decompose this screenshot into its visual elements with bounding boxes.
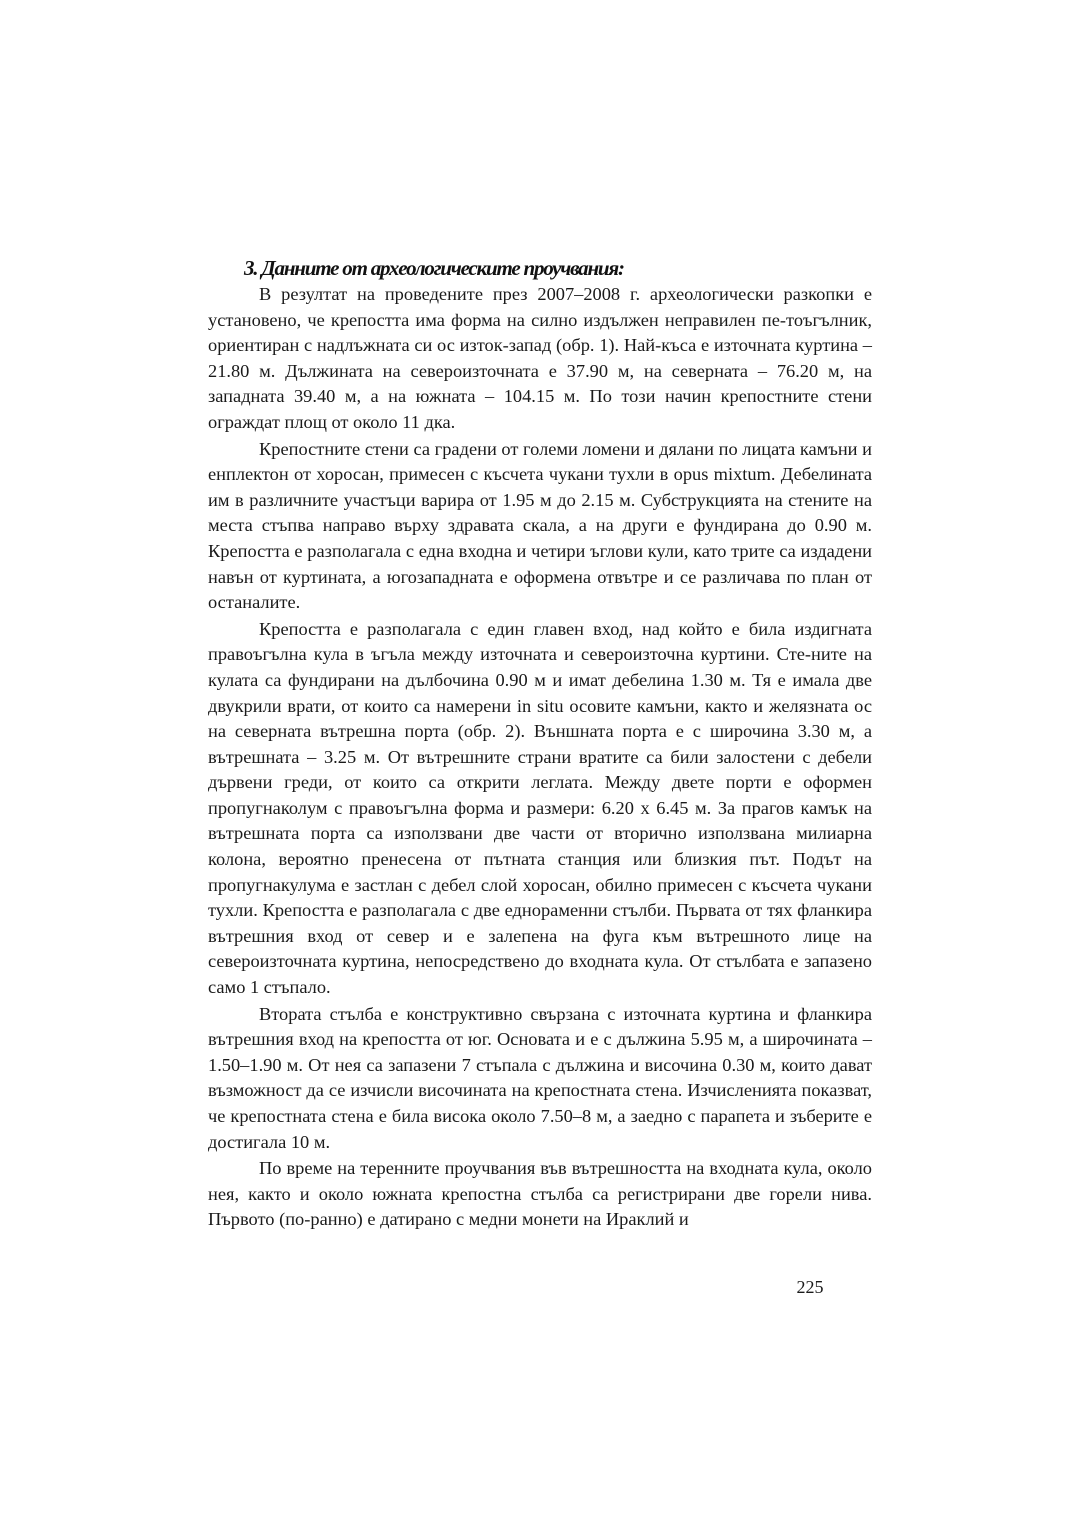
paragraph-fortress-shape: В резултат на проведените през 2007–2008 г. археологически разкопки е установено, че крепостта има форма на силно издължен неправилен пе-тоъгълник, ориентиран с надлъжната си ос изток-запад (обр. 1). Най-къса е източната куртина – 21.80 м. Дължината на североизточната е 37.90 м, на северната – 76.20 м, на западната 39.40 м, а на южната – 104.15 м. По този начин крепостните стени ограждат площ от около 11 дка. [208, 284, 872, 432]
paragraph-fortress-walls: Крепостните стени са градени от големи ломени и дялани по лицата камъни и енплектон от хоросан, примесен с късчета чукани тухли в opus mixtum. Дебелината им в различните участъци варира от 1.95 м до 2.15 м. Субструкцията на стените на места стъпва направо върху здравата скала, а на други е фундирана до 0.90 м. Крепостта е разполагала с една входна и четири ъглови кули, като трите са издадени навън от куртината, а югозападната е оформена отвътре и се различава по план от останалите. [208, 438, 872, 613]
page-number: 225 [796, 1277, 824, 1297]
paragraph-burnt-levels: По време на теренните проучвания във вътрешността на входната кула, около нея, както и около южната крепостна стълба са регистрирани две горели нива. Първото (по-ранно) е датирано с медни монети на Ираклий и [208, 1158, 872, 1230]
page-body [208, 255, 872, 1233]
paragraph-second-staircase: Втората стълба е конструктивно свързана с източната куртина и фланкира вътрешния вход на крепостта от юг. Основата и е с дължина 5.95 м, а широчината – 1.50–1.90 м. От нея са запазени 7 стъпала с дължина и височина 0.30 м, които дават възможност да се изчисли височината на крепостната стена. Изчисленията показват, че крепостната стена е била висока около 7.50–8 м, а заедно с парапета и зъберите е достигала 10 м. [208, 1003, 872, 1152]
section-heading: 3. Данните от археологическите проучвания: [244, 256, 624, 280]
paragraph-main-gate: Крепостта е разполагала с един главен вход, над който е била издигната правоъгълна кула в ъгъла между източната и североизточна куртини. Сте-ните на кулата са фундирани на дълбочина 0.90 м и имат дебелина 1.30 м. Тя е имала две двукрили врати, от които са намерени in situ осовите камъни, както и желязната ос на северната вътрешна порта (обр. 2). Външната порта е с широчина 3.30 м, а вътрешната – 3.25 м. От вътрешните страни вратите са били залостени с дебели дървени греди, от които са открити леглата. Между двете порти е оформен пропугнаколум с правоъгълна форма и размери: 6.20 х 6.45 м. За прагов камък на вътрешната порта са използвани две части от вторично използвана милиарна колона, вероятно пренесена от пътната станция или близкия път. Подът на пропугнакулума е застлан с дебел слой хоросан, обилно примесен с късчета чукани тухли. Крепостта е разполагала с две еднораменни стълби. Първата от тях фланкира вътрешния вход от север и е залепена на фуга към вътрешното лице на североизточната куртина, непосредствено до входната кула. От стълбата е запазено само 1 стъпало. [208, 618, 872, 998]
